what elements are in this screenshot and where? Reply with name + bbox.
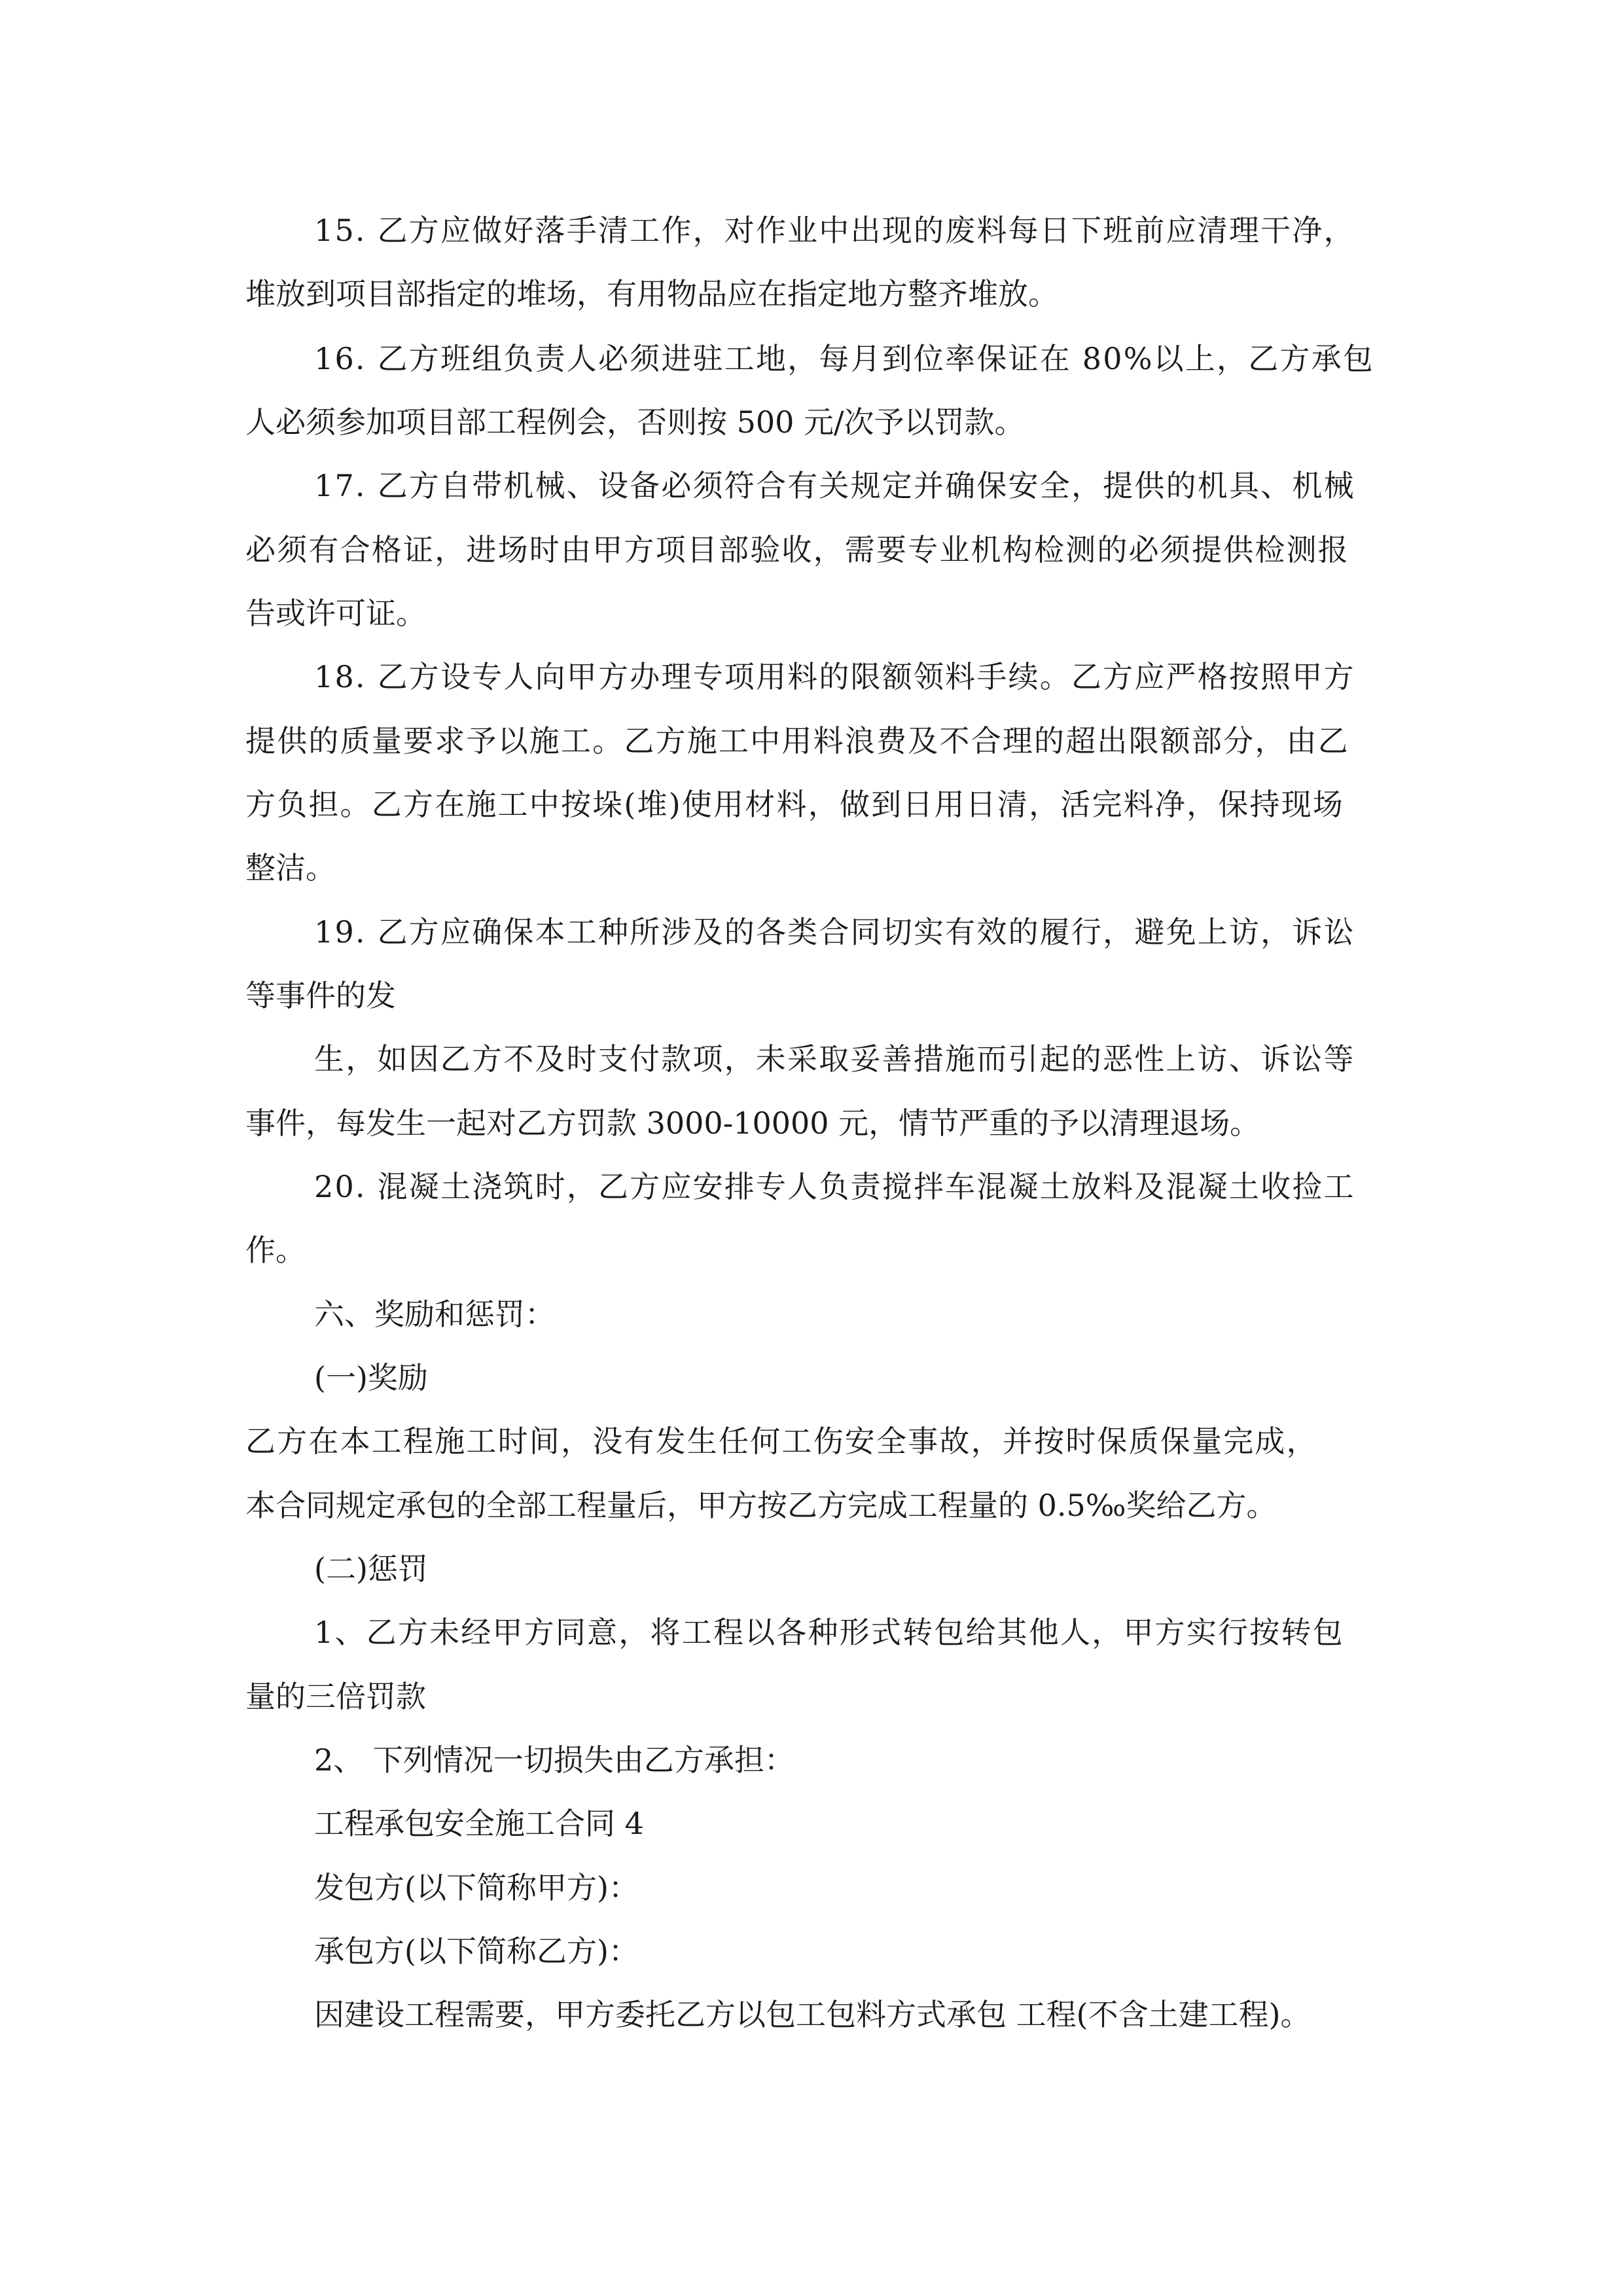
- section-heading: 六、奖励和惩罚：: [314, 1297, 555, 1332]
- text-line: 因建设工程需要，甲方委托乙方以包工包料方式承包 工程(不含土建工程)。: [314, 1997, 1311, 2032]
- text-line: 20. 混凝土浇筑时，乙方应安排专人负责搅拌车混凝土放料及混凝土收捡工: [314, 1169, 1355, 1204]
- text-line: 人必须参加项目部工程例会，否则按 500 元/次予以罚款。: [245, 404, 1025, 440]
- text-line: 本合同规定承包的全部工程量后，甲方按乙方完成工程量的 0.5‰奖给乙方。: [245, 1488, 1277, 1523]
- text-line: 告或许可证。: [245, 596, 426, 631]
- text-line: 堆放到项目部指定的堆场，有用物品应在指定地方整齐堆放。: [245, 276, 1058, 312]
- text-line: 乙方在本工程施工时间，没有发生任何工伤安全事故，并按时保质保量完成，: [245, 1424, 1318, 1459]
- text-line: 19. 乙方应确保本工种所涉及的各类合同切实有效的履行，避免上访，诉讼: [314, 914, 1355, 950]
- party-a-line: 发包方(以下简称甲方)：: [314, 1870, 639, 1905]
- text-line: 必须有合格证，进场时由甲方项目部验收，需要专业机构检测的必须提供检测报: [245, 532, 1349, 567]
- text-line: 16. 乙方班组负责人必须进驻工地，每月到位率保证在 80%以上，乙方承包: [314, 341, 1375, 376]
- text-line: 方负担。乙方在施工中按垛(堆)使用材料，做到日用日清，活完料净，保持现场: [245, 787, 1345, 822]
- text-line: 15. 乙方应做好落手清工作，对作业中出现的废料每日下班前应清理干净，: [314, 213, 1355, 248]
- subsection-heading: (一)奖励: [314, 1360, 428, 1395]
- text-line: 量的三倍罚款: [245, 1679, 426, 1714]
- text-line: 18. 乙方设专人向甲方办理专项用料的限额领料手续。乙方应严格按照甲方: [314, 659, 1355, 694]
- text-line: 整洁。: [245, 850, 336, 886]
- text-line: 提供的质量要求予以施工。乙方施工中用料浪费及不合理的超出限额部分，由乙: [245, 723, 1349, 759]
- text-line: 作。: [245, 1232, 306, 1268]
- text-line: 事件，每发生一起对乙方罚款 3000-10000 元，情节严重的予以清理退场。: [245, 1105, 1260, 1141]
- text-line: 生，如因乙方不及时支付款项，未采取妥善措施而引起的恶性上访、诉讼等: [314, 1041, 1355, 1077]
- contract-title: 工程承包安全施工合同 4: [314, 1806, 644, 1841]
- text-line: 等事件的发: [245, 978, 396, 1013]
- party-b-line: 承包方(以下简称乙方)：: [314, 1933, 639, 1969]
- text-line: 17. 乙方自带机械、设备必须符合有关规定并确保安全，提供的机具、机械: [314, 468, 1355, 503]
- subsection-heading: (二)惩罚: [314, 1551, 428, 1587]
- text-line: 2、 下列情况一切损失由乙方承担：: [314, 1742, 794, 1778]
- text-line: 1、乙方未经甲方同意，将工程以各种形式转包给其他人，甲方实行按转包: [314, 1615, 1344, 1650]
